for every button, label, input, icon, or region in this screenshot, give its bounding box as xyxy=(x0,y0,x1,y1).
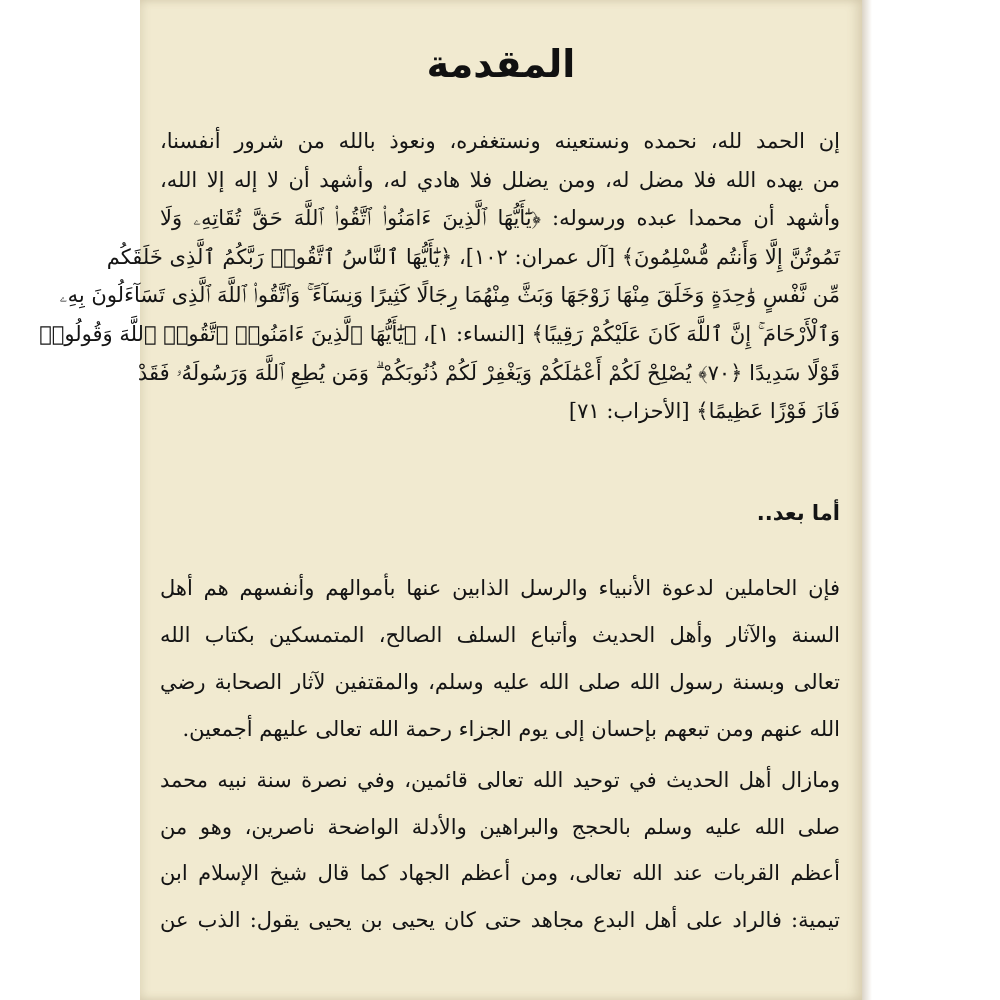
text-line: مِّن نَّفْسٍ وَٰحِدَةٍ وَخَلَقَ مِنْهَا زَوْجَهَا وَبَثَّ مِنْهُمَا رِجَالًا كَثِيرًا وَنِسَآءً ۚ وَٱتَّقُوا۟ ٱللَّهَ ٱلَّذِى تَسَآءَلُونَ بِهِۦ xyxy=(59,283,840,308)
intro-paragraph xyxy=(39,122,840,431)
text-line: السنة والآثار وأهل الحديث وأتباع السلف الصالح، المتمسكين بكتاب الله xyxy=(160,623,840,647)
text-line: قَوْلًا سَدِيدًا ﴿٧٠﴾ يُصْلِحْ لَكُمْ أَعْمَٰلَكُمْ وَيَغْفِرْ لَكُمْ ذُنُوبَكُمْ ۗ وَمَن يُطِعِ ٱللَّهَ وَرَسُولَهُۥ فَقَدْ xyxy=(137,360,840,385)
text-line: من يهده الله فلا مضل له، ومن يضلل فلا هادي له، وأشهد أن لا إله إلا الله، xyxy=(160,167,840,192)
text-line: تيمية: فالراد على أهل البدع مجاهد حتى كان يحيى بن يحيى يقول: الذب عن xyxy=(160,907,840,932)
text-line: وَٱلْأَرْحَامَ ۚ إِنَّ ٱللَّهَ كَانَ عَلَيْكُمْ رَقِيبًا﴾ [النساء: ١]، ﴿يَٰٓأَيُّهَا ٱلَّذِينَ ءَامَنُوا۟ ٱتَّقُوا۟ ٱللَّهَ وَقُولُوا۟ xyxy=(39,321,840,346)
text-line: فإن الحاملين لدعوة الأنبياء والرسل الذابين عنها بأموالهم وأنفسهم هم أهل xyxy=(160,576,840,600)
section-heading: أما بعد.. xyxy=(756,501,840,525)
text-line: تَمُوتُنَّ إِلَّا وَأَنتُم مُّسْلِمُونَ﴾ [آل عمران: ١٠٢]، ﴿يَٰٓأَيُّهَا ٱلنَّاسُ ٱتَّقُوا۟ رَبَّكُمُ ٱلَّذِى خَلَقَكُم xyxy=(106,244,840,269)
text-line: إن الحمد لله، نحمده ونستعينه ونستغفره، ونعوذ بالله من شرور أنفسنا، xyxy=(160,129,840,153)
text-line: صلى الله عليه وسلم بالحجج والبراهين والأدلة الواضحة ناصرين، وهو من xyxy=(160,814,840,839)
text-line: وأشهد أن محمدا عبده ورسوله: ﴿يَٰٓأَيُّهَا ٱلَّذِينَ ءَامَنُوا۟ ٱتَّقُوا۟ ٱللَّهَ حَقَّ تُقَاتِهِۦ وَلَا xyxy=(160,206,840,231)
text-line: ومازال أهل الحديث في توحيد الله تعالى قائمين، وفي نصرة سنة نبيه محمد xyxy=(160,768,840,792)
page-edge-shadow xyxy=(862,0,872,1000)
paragraph-2 xyxy=(160,565,840,753)
page-title: المقدمة xyxy=(426,42,576,86)
paragraph-3 xyxy=(160,757,840,943)
text-line: فَازَ فَوْزًا عَظِيمًا﴾ [الأحزاب: ٧١] xyxy=(568,399,840,424)
text-line: الله عنهم ومن تبعهم بإحسان إلى يوم الجزاء رحمة الله تعالى عليهم أجمعين. xyxy=(182,717,840,741)
text-line: تعالى وبسنة رسول الله صلى الله عليه وسلم، والمقتفين لآثار الصحابة رضي xyxy=(160,670,840,694)
text-line: أعظم القربات عند الله تعالى، ومن أعظم الجهاد كما قال شيخ الإسلام ابن xyxy=(160,861,840,885)
